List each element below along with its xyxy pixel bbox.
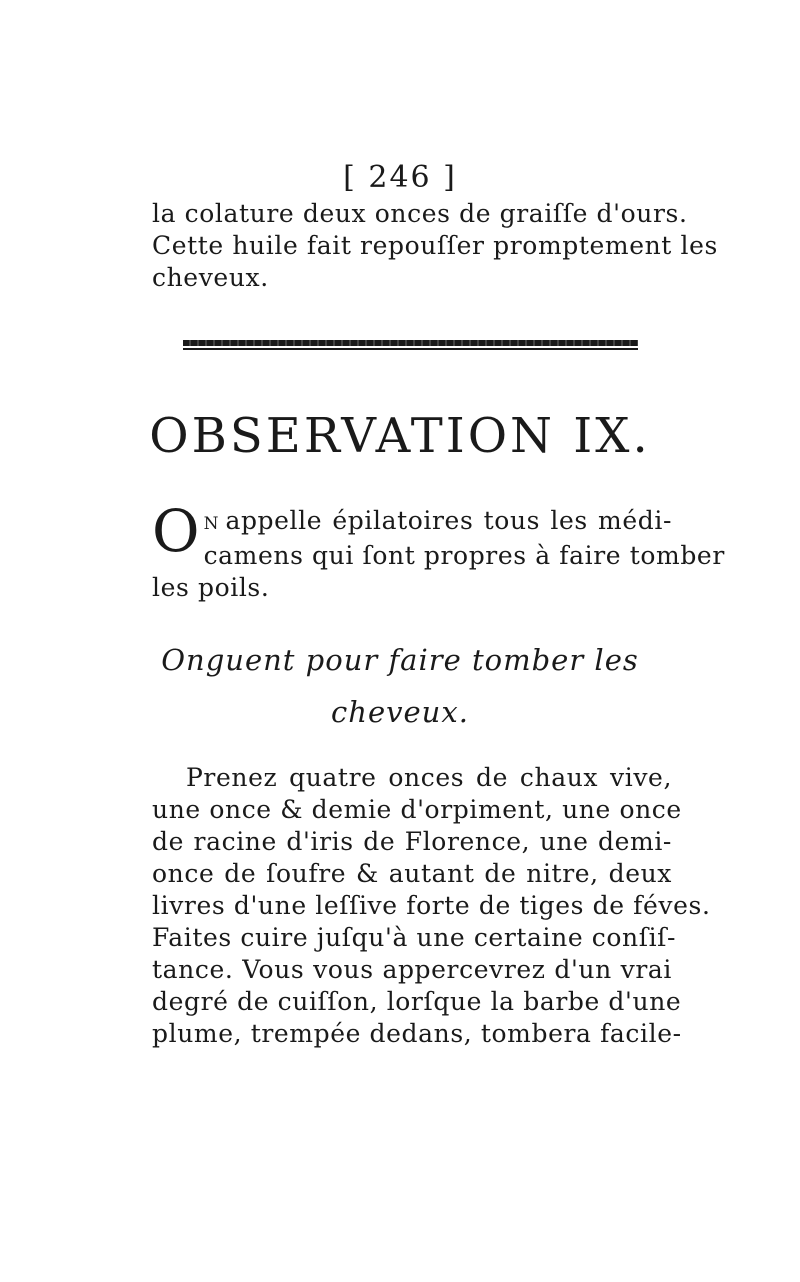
- paragraph-line: [152, 505, 672, 540]
- paragraph-line: tance. Vous vous appercevrez d'un vrai: [152, 955, 672, 984]
- paragraph-line: plume, trempée dedans, tombera facile-: [152, 1019, 682, 1048]
- paragraph-line: Cette huile fait repouſſer promptement les: [152, 231, 718, 260]
- paragraph-line: les poils.: [152, 573, 270, 602]
- page-number: [ 246 ]: [343, 160, 457, 195]
- line-text: appelle épilatoires tous les médi-: [225, 506, 672, 535]
- paragraph-line: degré de cuiſſon, lorſque la barbe d'une: [152, 987, 682, 1016]
- small-caps-letter: N: [203, 514, 220, 534]
- paragraph-line: de racine d'iris de Florence, une demi-: [152, 827, 672, 856]
- section-divider: [183, 340, 638, 350]
- paragraph-line: une once & demie d'orpiment, une once: [152, 795, 682, 824]
- paragraph-line: camens qui ſont propres à faire tomber: [203, 541, 725, 570]
- paragraph-line: Faites cuire juſqu'à une certaine conſiſ-: [152, 923, 677, 952]
- paragraph-line: cheveux.: [152, 263, 269, 292]
- paragraph-line: livres d'une leſſive forte de tiges de féves.: [152, 891, 711, 920]
- recipe-title-line: cheveux.: [331, 695, 469, 729]
- paragraph-line: Prenez quatre onces de chaux vive,: [186, 763, 672, 792]
- divider-thin-rule: [183, 348, 638, 350]
- recipe-title-line: Onguent pour faire tomber les: [161, 643, 639, 677]
- paragraph-line: once de ſoufre & autant de nitre, deux: [152, 859, 672, 888]
- continued-paragraph: [152, 198, 718, 294]
- section-heading: OBSERVATION IX.: [149, 408, 651, 464]
- drop-cap: O: [152, 497, 200, 565]
- divider-thick-rule: [183, 340, 638, 346]
- paragraph-line: la colature deux onces de graiſſe d'ours.: [152, 199, 688, 228]
- recipe-paragraph: [152, 762, 711, 1050]
- observation-paragraph: [152, 497, 725, 604]
